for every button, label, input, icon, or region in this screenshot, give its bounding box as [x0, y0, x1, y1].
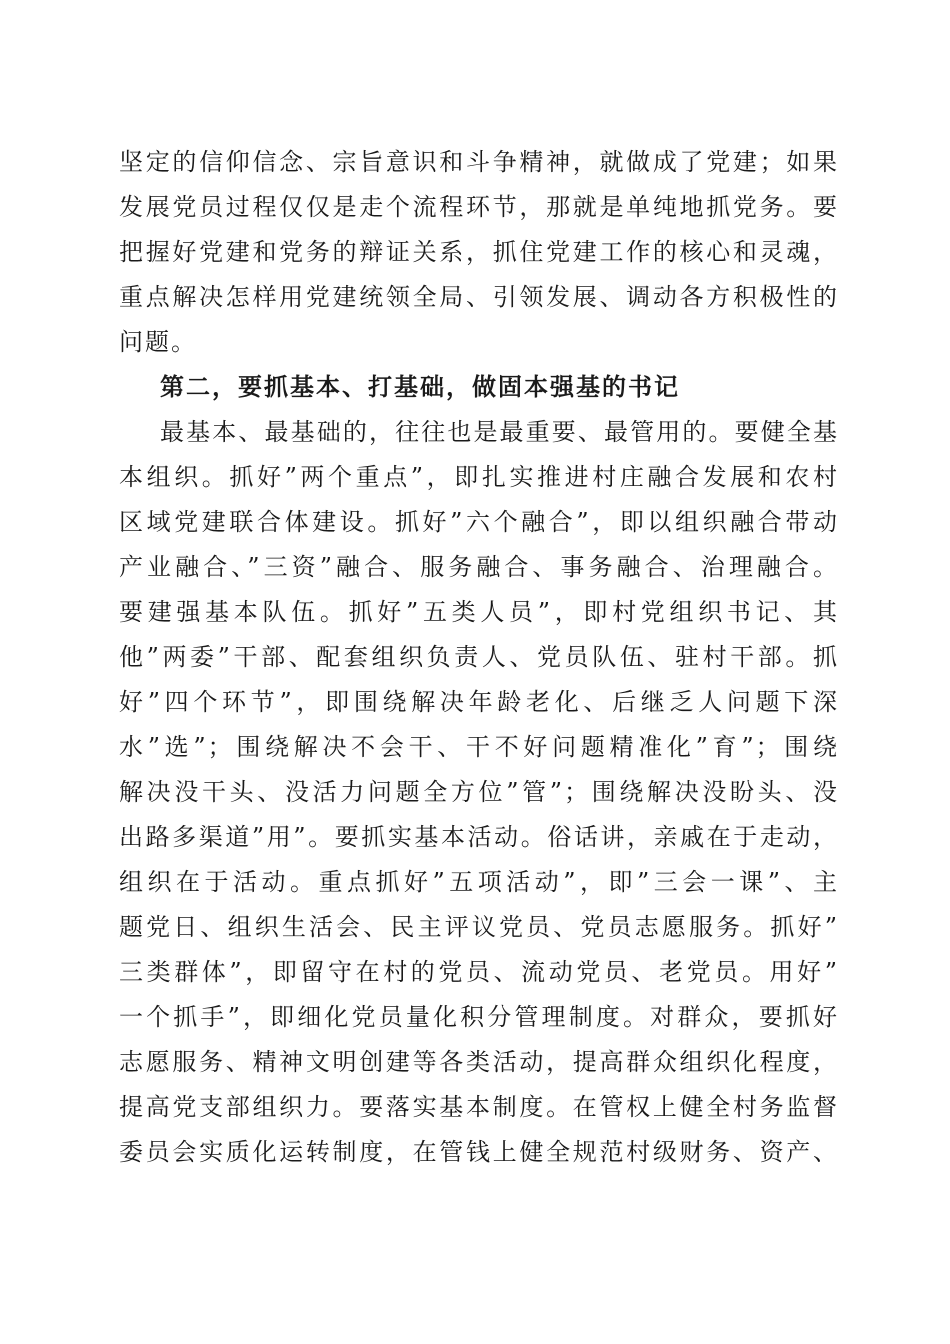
text-line: 发展党员过程仅仅是走个流程环节，那就是单纯地抓党务。要 — [119, 193, 839, 221]
text-line: 志愿服务、精神文明创建等各类活动，提高群众组织化程度， — [119, 1048, 839, 1076]
section-heading: 第二，要抓基本、打基础，做固本强基的书记 — [160, 372, 680, 401]
text-line: 他”两委”干部、配套组织负责人、党员队伍、驻村干部。抓 — [119, 643, 839, 671]
text-line: 最基本、最基础的，往往也是最重要、最管用的。要健全基 — [160, 418, 839, 446]
text-line: 解决没干头、没活力问题全方位”管”；围绕解决没盼头、没 — [119, 778, 839, 806]
text-line: 水”选”；围绕解决不会干、干不好问题精准化”育”；围绕 — [119, 733, 839, 761]
text-line: 出路多渠道”用”。要抓实基本活动。俗话讲，亲戚在于走动， — [119, 823, 839, 851]
text-line: 题党日、组织生活会、民主评议党员、党员志愿服务。抓好” — [119, 913, 839, 941]
text-line: 重点解决怎样用党建统领全局、引领发展、调动各方积极性的 — [119, 283, 839, 311]
text-line: 组织在于活动。重点抓好”五项活动”，即”三会一课”、主 — [119, 868, 839, 896]
text-line: 本组织。抓好”两个重点”，即扎实推进村庄融合发展和农村 — [119, 463, 839, 491]
text-line: 三类群体”，即留守在村的党员、流动党员、老党员。用好” — [119, 958, 839, 986]
text-line: 坚定的信仰信念、宗旨意识和斗争精神，就做成了党建；如果 — [119, 148, 839, 176]
text-line: 好”四个环节”，即围绕解决年龄老化、后继乏人问题下深 — [119, 688, 839, 716]
text-line: 问题。 — [119, 328, 197, 356]
text-line: 提高党支部组织力。要落实基本制度。在管权上健全村务监督 — [119, 1093, 839, 1121]
text-line: 一个抓手”，即细化党员量化积分管理制度。对群众，要抓好 — [119, 1003, 839, 1031]
text-line: 区域党建联合体建设。抓好”六个融合”，即以组织融合带动 — [119, 508, 839, 536]
text-line: 产业融合、”三资”融合、服务融合、事务融合、治理融合。 — [119, 553, 839, 581]
text-line: 要建强基本队伍。抓好”五类人员”，即村党组织书记、其 — [119, 598, 839, 626]
text-line: 委员会实质化运转制度，在管钱上健全规范村级财务、资产、 — [119, 1138, 839, 1166]
text-line: 把握好党建和党务的辩证关系，抓住党建工作的核心和灵魂， — [119, 238, 839, 266]
